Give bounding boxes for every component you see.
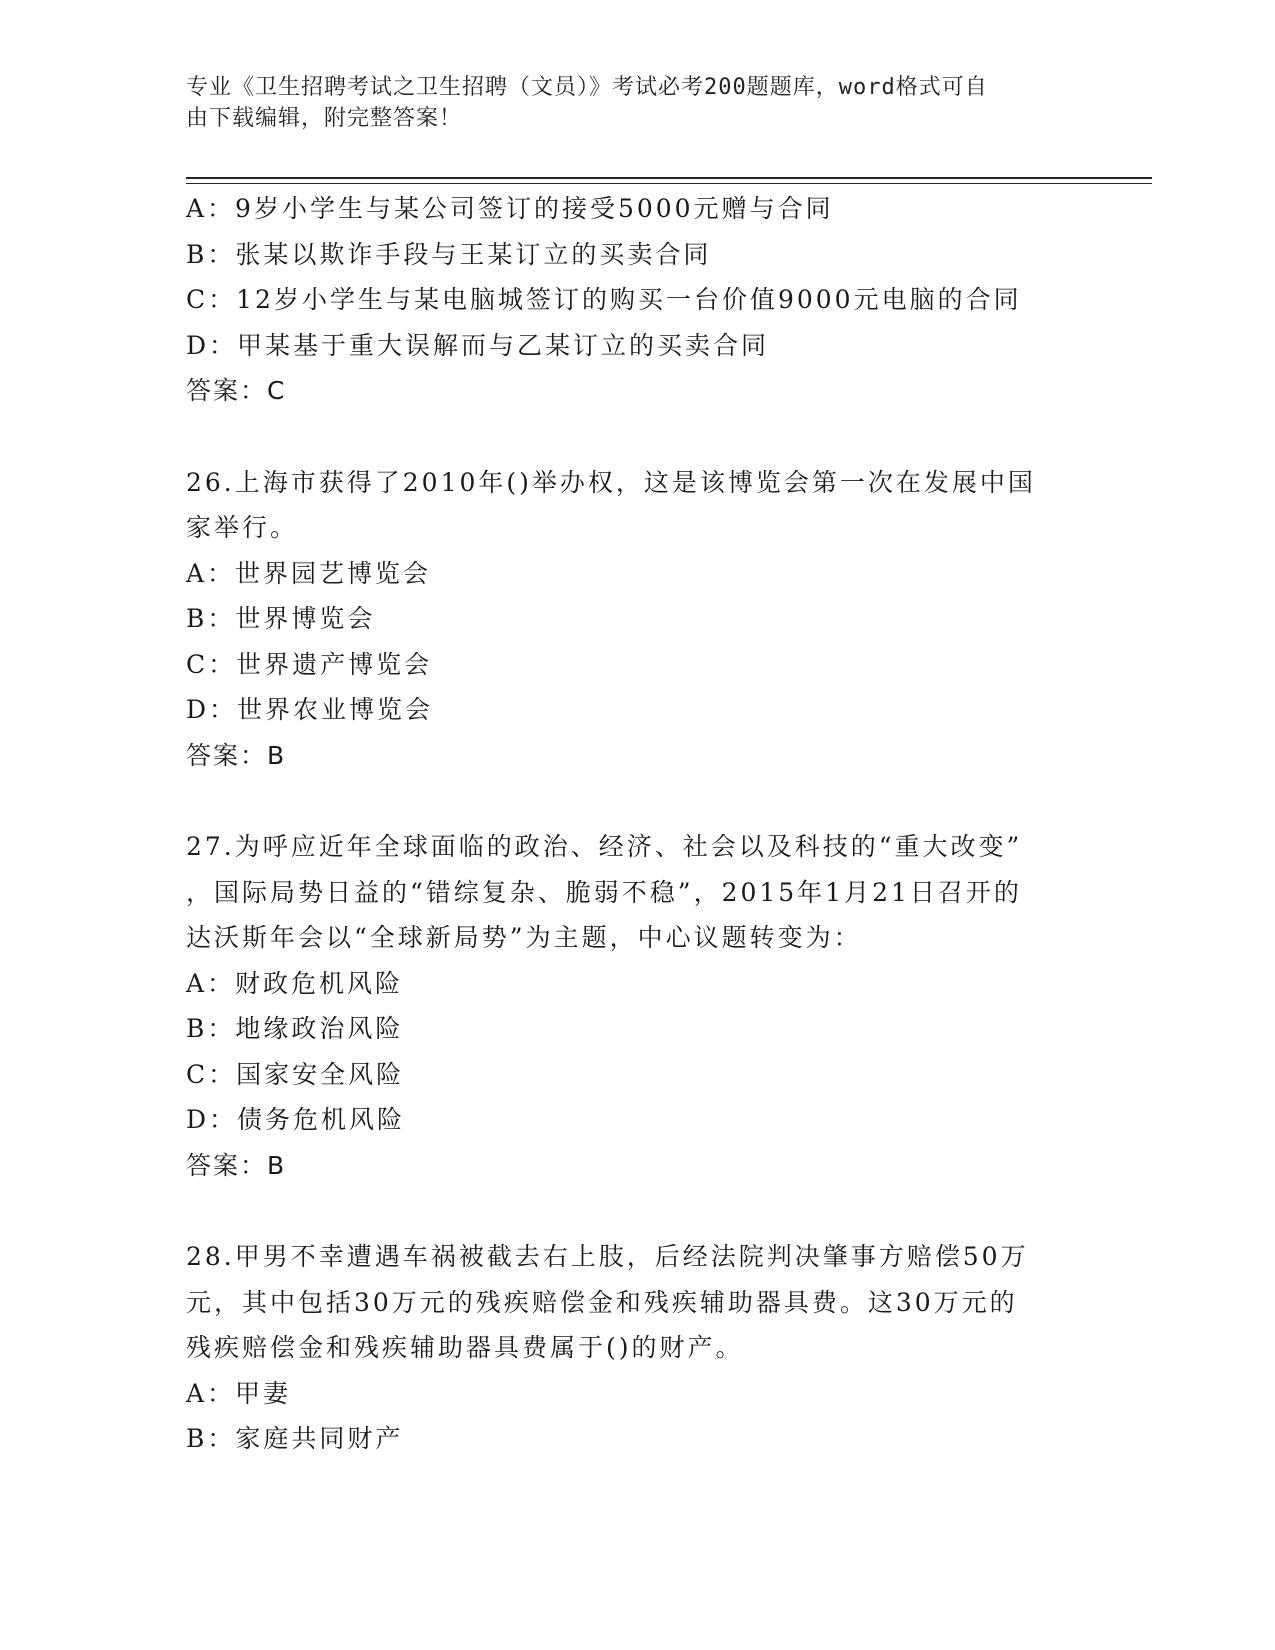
option-b: B：地缘政治风险 [186,1014,404,1043]
option-d: D：债务危机风险 [186,1105,406,1134]
answer-line: 答案：C [186,376,287,405]
option-b: B：家庭共同财产 [186,1424,404,1453]
question-block-26 [186,460,1086,779]
question-spacer [186,414,1086,460]
option-b: B：世界博览会 [186,604,376,633]
option-c: C：12岁小学生与某电脑城签订的购买一台价值9000元电脑的合同 [186,285,1022,314]
option-b: B：张某以欺诈手段与王某订立的买卖合同 [186,239,712,269]
question-stem: 27.为呼应近年全球面临的政治、经济、社会以及科技的“重大改变” [186,832,1023,861]
question-stem: 元，其中包括30万元的残疾赔偿金和残疾辅助器具费。这30万元的 [186,1287,1018,1317]
header-line-1: 专业《卫生招聘考试之卫生招聘（文员）》考试必考200题题库，word格式可自 [186,75,988,100]
option-d: D：世界农业博览会 [186,695,434,724]
answer-line: 答案：B [186,1150,287,1180]
question-block-27 [186,824,1086,1188]
question-stem: 26.上海市获得了2010年()举办权，这是该博览会第一次在发展中国 [186,467,1036,497]
question-stem: 28.甲男不幸遭遇车祸被截去右上肢，后经法院判决肇事方赔偿50万 [186,1242,1029,1271]
question-stem: 达沃斯年会以“全球新局势”为主题，中心议题转变为： [186,923,862,952]
option-c: C：世界遗产博览会 [186,649,433,679]
header-divider-thick [186,177,1152,179]
question-content [186,186,1086,1462]
question-stem: 残疾赔偿金和残疾辅助器具费属于()的财产。 [186,1333,744,1362]
question-stem: 家举行。 [186,513,299,542]
question-stem: ，国际局势日益的“错综复杂、脆弱不稳”，2015年1月21日召开的 [186,877,1022,907]
option-a: A：9岁小学生与某公司签订的接受5000元赠与合同 [186,194,834,223]
document-header [186,72,1066,134]
header-divider-thin [186,183,1152,184]
question-spacer [186,1188,1086,1234]
option-a: A：甲妻 [186,1378,292,1408]
option-d: D：甲某基于重大误解而与乙某订立的买卖合同 [186,330,770,360]
question-block-28 [186,1234,1086,1462]
option-a: A：财政危机风险 [186,968,404,998]
option-a: A：世界园艺博览会 [186,558,432,588]
header-line-2: 由下载编辑，附完整答案！ [186,106,463,131]
question-block-prev [186,186,1086,414]
option-c: C：国家安全风险 [186,1059,405,1089]
answer-line: 答案：B [186,740,287,770]
question-spacer [186,778,1086,824]
